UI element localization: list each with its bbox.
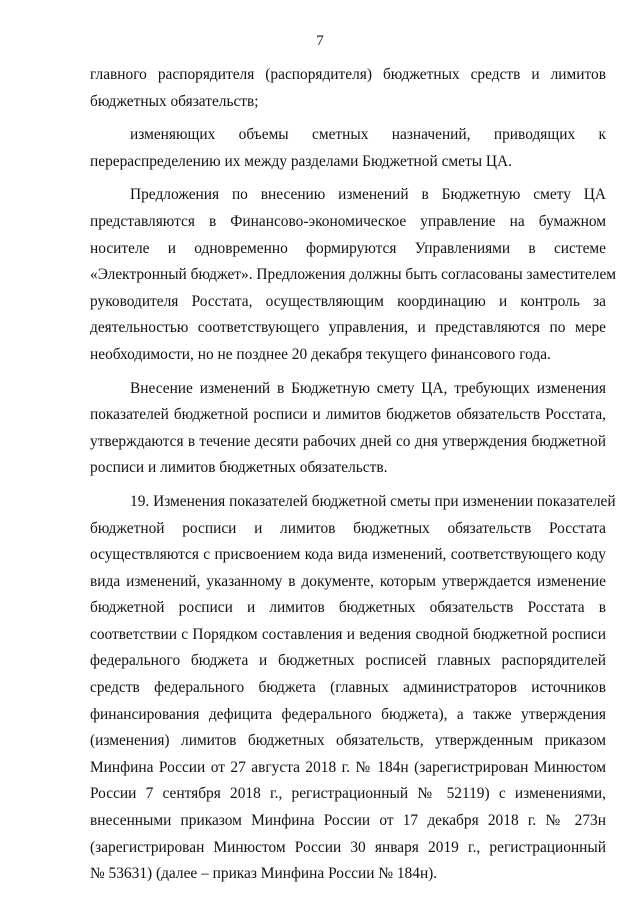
paragraph-line: внесенными приказом Минфина России от 17 декабря 2018 г. № 273н bbox=[90, 812, 606, 830]
paragraph bbox=[90, 376, 606, 482]
paragraph-line: представляются в Финансово-экономическое управление на бумажном bbox=[90, 212, 606, 230]
paragraph-line: бюджетной росписи и лимитов бюджетных обязательств Росстата bbox=[90, 519, 606, 537]
paragraph bbox=[90, 489, 616, 888]
paragraph-line: финансирования дефицита федерального бюджета), а также утверждения bbox=[90, 705, 606, 723]
paragraph-line: «Электронный бюджет». Предложения должны быть согласованы заместителем bbox=[90, 266, 617, 284]
paragraph-line: средств федерального бюджета (главных администраторов источников bbox=[90, 679, 606, 697]
paragraph-line: (зарегистрирован Минюстом России 30 января 2019 г., регистрационный bbox=[90, 838, 606, 856]
paragraph-line: федерального бюджета и бюджетных росписей главных распорядителей bbox=[90, 652, 606, 670]
paragraph-line: утверждаются в течение десяти рабочих дней со дня утверждения бюджетной bbox=[90, 432, 606, 450]
paragraph-line: изменяющих объемы сметных назначений, приводящих к bbox=[130, 126, 606, 144]
paragraph bbox=[90, 122, 606, 175]
paragraph-line: руководителя Росстата, осуществляющим координацию и контроль за bbox=[90, 292, 606, 310]
paragraph-line: росписи и лимитов бюджетных обязательств. bbox=[90, 459, 388, 477]
paragraph-line: необходимости, но не позднее 20 декабря текущего финансового года. bbox=[90, 345, 551, 363]
paragraph-line: бюджетных обязательств; bbox=[90, 92, 259, 110]
paragraph-line: Внесение изменений в Бюджетную смету ЦА, требующих изменения bbox=[130, 379, 606, 397]
paragraph-line: (изменения) лимитов бюджетных обязательств, утвержденным приказом bbox=[90, 732, 606, 750]
paragraph-line: России 7 сентября 2018 г., регистрационный № 52119) с изменениями, bbox=[90, 785, 606, 803]
paragraph-line: показателей бюджетной росписи и лимитов бюджетов обязательств Росстата, bbox=[90, 406, 606, 424]
paragraph-line: вида изменений, указанному в документе, которым утверждается изменение bbox=[90, 572, 606, 590]
paragraph bbox=[90, 182, 617, 368]
paragraph-line: главного распорядителя (распорядителя) бюджетных средств и лимитов bbox=[90, 66, 606, 83]
paragraph-line: № 53631) (далее – приказ Минфина России № 184н). bbox=[90, 865, 438, 883]
paragraph bbox=[90, 62, 606, 115]
paragraph-line: соответствии с Порядком составления и ведения сводной бюджетной росписи bbox=[90, 625, 606, 643]
paragraph-line: перераспределению их между разделами Бюджетной сметы ЦА. bbox=[90, 152, 512, 170]
document-body bbox=[90, 62, 617, 888]
paragraph-line: бюджетной росписи и лимитов бюджетных обязательств Росстата в bbox=[90, 599, 606, 617]
paragraph-line: Минфина России от 27 августа 2018 г. № 184н (зарегистрирован Минюстом bbox=[90, 758, 606, 776]
page-number: 7 bbox=[316, 33, 324, 49]
paragraph-line: деятельностью соответствующего управления, и представляются по мере bbox=[90, 319, 606, 337]
paragraph-line: носителе и одновременно формируются Управлениями в системе bbox=[90, 239, 606, 257]
paragraph-line: Предложения по внесению изменений в Бюджетную смету ЦА bbox=[130, 186, 606, 204]
paragraph-line: 19. Изменения показателей бюджетной сметы при изменении показателей bbox=[130, 492, 616, 510]
paragraph-line: осуществляются с присвоением кода вида изменений, соответствующего коду bbox=[90, 546, 606, 564]
